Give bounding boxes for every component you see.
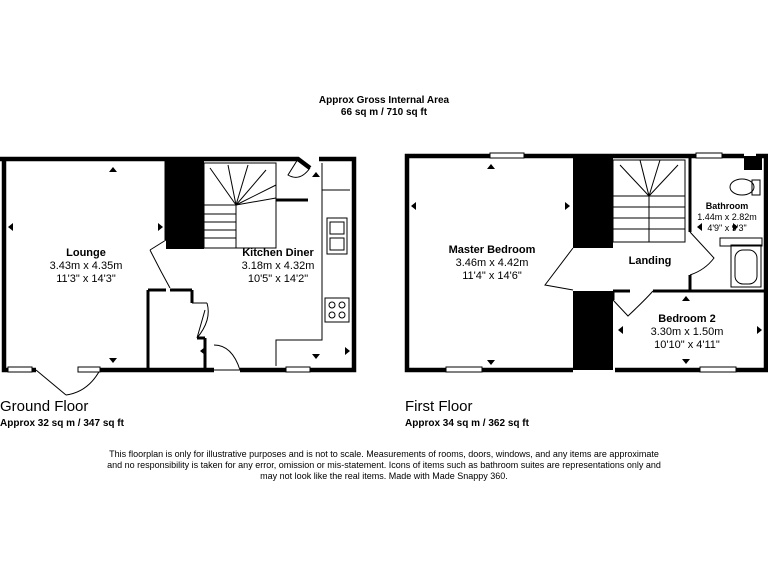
- room-metric-bedroom-2: 3.30m x 1.50m: [650, 326, 724, 338]
- room-name-kitchen: Kitchen Diner: [242, 247, 314, 259]
- room-name-lounge: Lounge: [66, 247, 106, 259]
- disclaimer-line-3: may not look like the real items. Made with Made Snappy 360.: [260, 471, 508, 481]
- room-metric-lounge: 3.43m x 4.35m: [49, 260, 123, 272]
- room-metric-bathroom: 1.44m x 2.82m: [697, 212, 757, 222]
- gross-area-title: Approx Gross Internal Area: [318, 95, 450, 106]
- room-imperial-kitchen: 10'5" x 14'2": [247, 273, 309, 285]
- disclaimer-line-2: and no responsibility is taken for any error, omission or mis-statement. Icons of items such as bathroom suites are representations only and: [107, 460, 661, 470]
- stair-core-upper: [573, 156, 613, 248]
- gross-area-value: 66 sq m / 710 sq ft: [340, 107, 428, 118]
- stair-core-lower: [573, 291, 613, 370]
- room-imperial-master-bedroom: 11'4" x 14'6": [462, 270, 522, 282]
- ground-floor-area: Approx 32 sq m / 347 sq ft: [0, 418, 124, 429]
- room-name-bathroom: Bathroom: [705, 201, 749, 211]
- ground-floor-label: Ground Floor: [0, 398, 89, 415]
- room-name-master-bedroom: Master Bedroom: [448, 244, 536, 256]
- first-stairs: [613, 160, 685, 242]
- room-imperial-lounge: 11'3" x 14'3": [56, 273, 116, 285]
- first-floor-label: First Floor: [405, 398, 473, 415]
- room-name-landing: Landing: [628, 255, 672, 267]
- boxed-corner: [744, 156, 762, 170]
- room-imperial-bedroom-2: 10'10" x 4'11": [654, 339, 720, 351]
- first-floor-area: Approx 34 sq m / 362 sq ft: [405, 418, 529, 429]
- room-name-bedroom-2: Bedroom 2: [658, 313, 716, 325]
- disclaimer-line-1: This floorplan is only for illustrative purposes and is not to scale. Measurements of rooms, doors, windows, and any items are approximate: [109, 449, 659, 459]
- room-imperial-bathroom: 4'9" x 9'3": [707, 223, 747, 233]
- first-doors: [545, 232, 714, 316]
- room-metric-master-bedroom: 3.46m x 4.42m: [455, 257, 529, 269]
- chimney-block: [166, 159, 204, 249]
- room-metric-kitchen: 3.18m x 4.32m: [241, 260, 315, 272]
- ground-stairs: [204, 163, 276, 248]
